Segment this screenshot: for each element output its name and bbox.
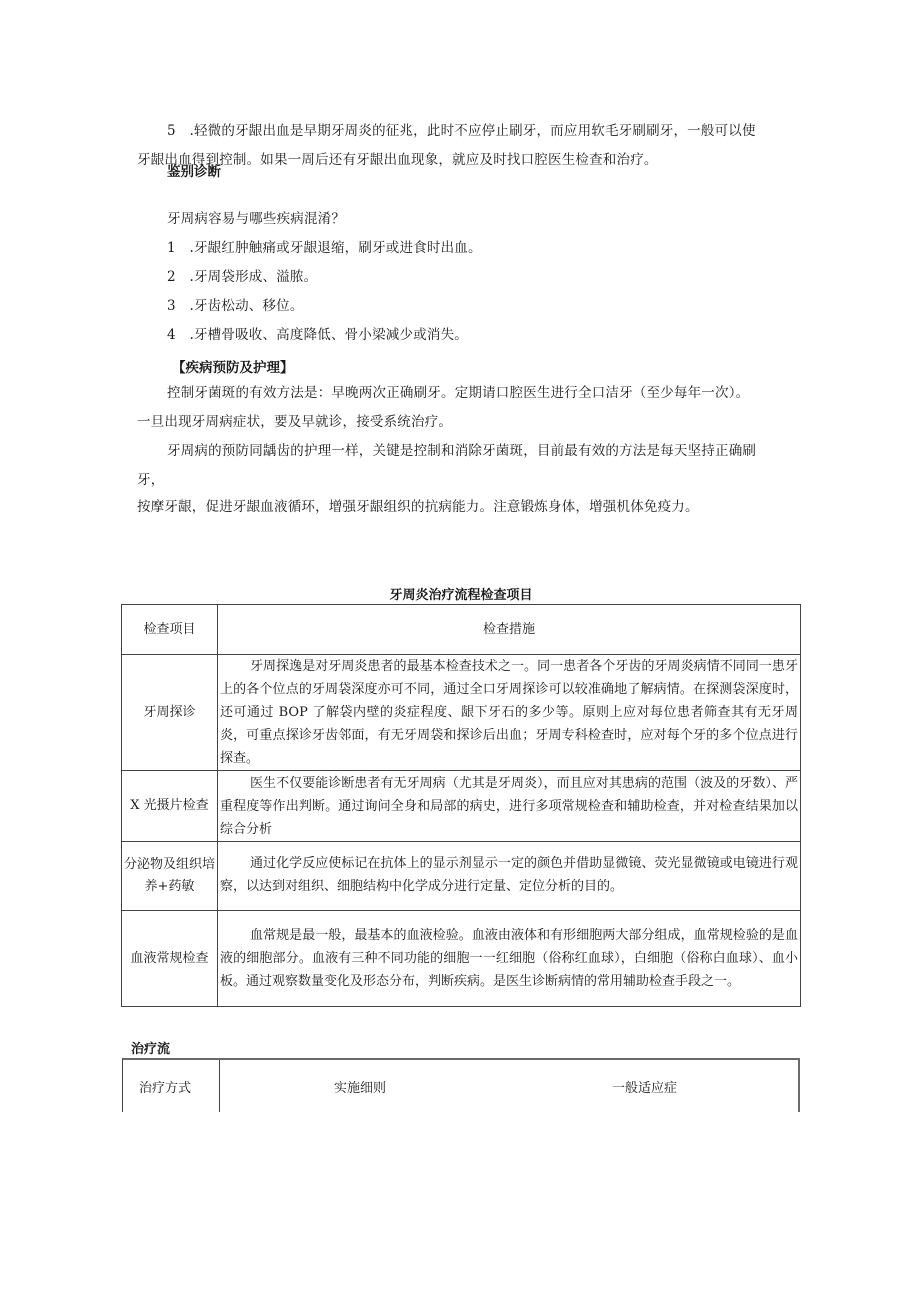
header-exam-item: 检查项目: [122, 605, 218, 655]
differential-item-3: 3 .牙齿松动、移位。: [167, 298, 304, 314]
section-heading-differential: 鉴别诊断: [167, 164, 221, 180]
exam-table: [121, 604, 801, 1007]
exam-table-header-row: [122, 605, 801, 655]
table-row: [122, 842, 801, 911]
prevention-para-2-line-2: 牙，: [137, 472, 165, 488]
header-exam-measure: 检查措施: [218, 605, 801, 655]
exam-item-desc-text: 医生不仅要能诊断患者有无牙周病（尤其是牙周炎），而且应对其患病的范围（波及的牙数）、严重程度等作出判断。通过询问全身和局部的病史，进行多项常规检查和辅助检查，并对检查结果加以综合分析: [220, 775, 798, 837]
exam-item-desc: [218, 655, 801, 771]
treatment-table-title: 治疗流: [131, 1042, 171, 1057]
differential-item-2: 2 .牙周袋形成、溢脓。: [167, 269, 318, 285]
table-row: [122, 911, 801, 1007]
exam-item-desc-text: 牙周探逸是对牙周炎患者的最基本检查技术之一。同一患者各个牙齿的牙周炎病情不同同一患牙上的各个位点的牙周袋深度亦可不同，通过全口牙周探诊可以较准确地了解病情。在探测袋深度时，还可通过 BOP 了解袋内壁的炎症程度、龈下牙石的多少等。原则上应对每位患者筛查其有无牙周炎，可重点探诊牙齿邻面，有无牙周袋和探诊后出血；牙周专科检查时，应对每个牙的多个位点进行探查。: [220, 659, 798, 766]
exam-item-name: 血液常规检查: [122, 911, 218, 1007]
exam-item-desc-text: 血常规是最一般，最基本的血液检验。血液由液体和有形细胞两大部分组成，血常规检验的是血液的细胞部分。血液有三种不同功能的细胞一一红细胞（俗称红血球），白细胞（俗称白血球）、血小板。通过观察数量变化及形态分布，判断疾病。是医生诊断病情的常用辅助检查手段之一。: [220, 928, 798, 989]
treatment-table: [122, 1058, 800, 1112]
differential-question: 牙周病容易与哪些疾病混淆？: [167, 211, 346, 227]
header-general-indications: 一般适应症: [612, 1081, 678, 1096]
prevention-para-2-line-1: 牙周病的预防同龋齿的护理一样，关键是控制和消除牙菌斑，目前最有效的方法是每天坚持正确刷: [167, 443, 757, 459]
differential-item-4: 4 .牙槽骨吸收、高度降低、骨小梁减少或消失。: [167, 327, 468, 343]
paragraph-item-5-line-1: 5 .轻微的牙龈出血是早期牙周炎的征兆，此时不应停止刷牙，而应用软毛牙刷刷牙，一般可以使: [167, 123, 756, 139]
prevention-para-1-line-1: 控制牙菌斑的有效方法是：早晚两次正确刷牙。定期请口腔医生进行全口洁牙（至少每年一次）。: [167, 385, 750, 401]
table-row: [122, 771, 801, 842]
exam-table-title: 牙周炎治疗流程检查项目: [389, 588, 533, 603]
header-implementation-details: 实施细则: [334, 1081, 387, 1096]
table-row: [122, 655, 801, 771]
section-heading-prevention: 【疾病预防及护理】: [172, 360, 294, 376]
prevention-para-1-line-2: 一旦出现牙周病症状，要及早就诊，接受系统治疗。: [137, 414, 453, 430]
exam-item-desc-text: 通过化学反应使标记在抗体上的显示剂显示一定的颜色并借助显微镜、荧光显微镜或电镜进行观察，以达到对组织、细胞结构中化学成分进行定量、定位分析的目的。: [220, 856, 798, 894]
paragraph-item-5-line-2: 牙龈出血得到控制。如果一周后还有牙龈出血现象，就应及时找口腔医生检查和治疗。: [137, 152, 658, 168]
exam-item-desc: [218, 911, 801, 1007]
header-treatment-method: 治疗方式: [139, 1081, 192, 1096]
exam-item-name: X 光摄片检查: [122, 771, 218, 842]
prevention-para-2-line-3: 按摩牙龈，促进牙龈血液循环，增强牙龈组织的抗病能力。注意锻炼身体，增强机体免疫力。: [137, 499, 699, 515]
column-divider: [219, 1060, 220, 1112]
differential-item-1: 1 .牙龈红肿触痛或牙龈退缩，刷牙或进食时出血。: [167, 240, 482, 256]
exam-item-name: 牙周探诊: [122, 655, 218, 771]
exam-item-desc: [218, 771, 801, 842]
exam-item-name: 分泌物及组织培养+药敏: [122, 842, 218, 911]
exam-item-desc: [218, 842, 801, 911]
